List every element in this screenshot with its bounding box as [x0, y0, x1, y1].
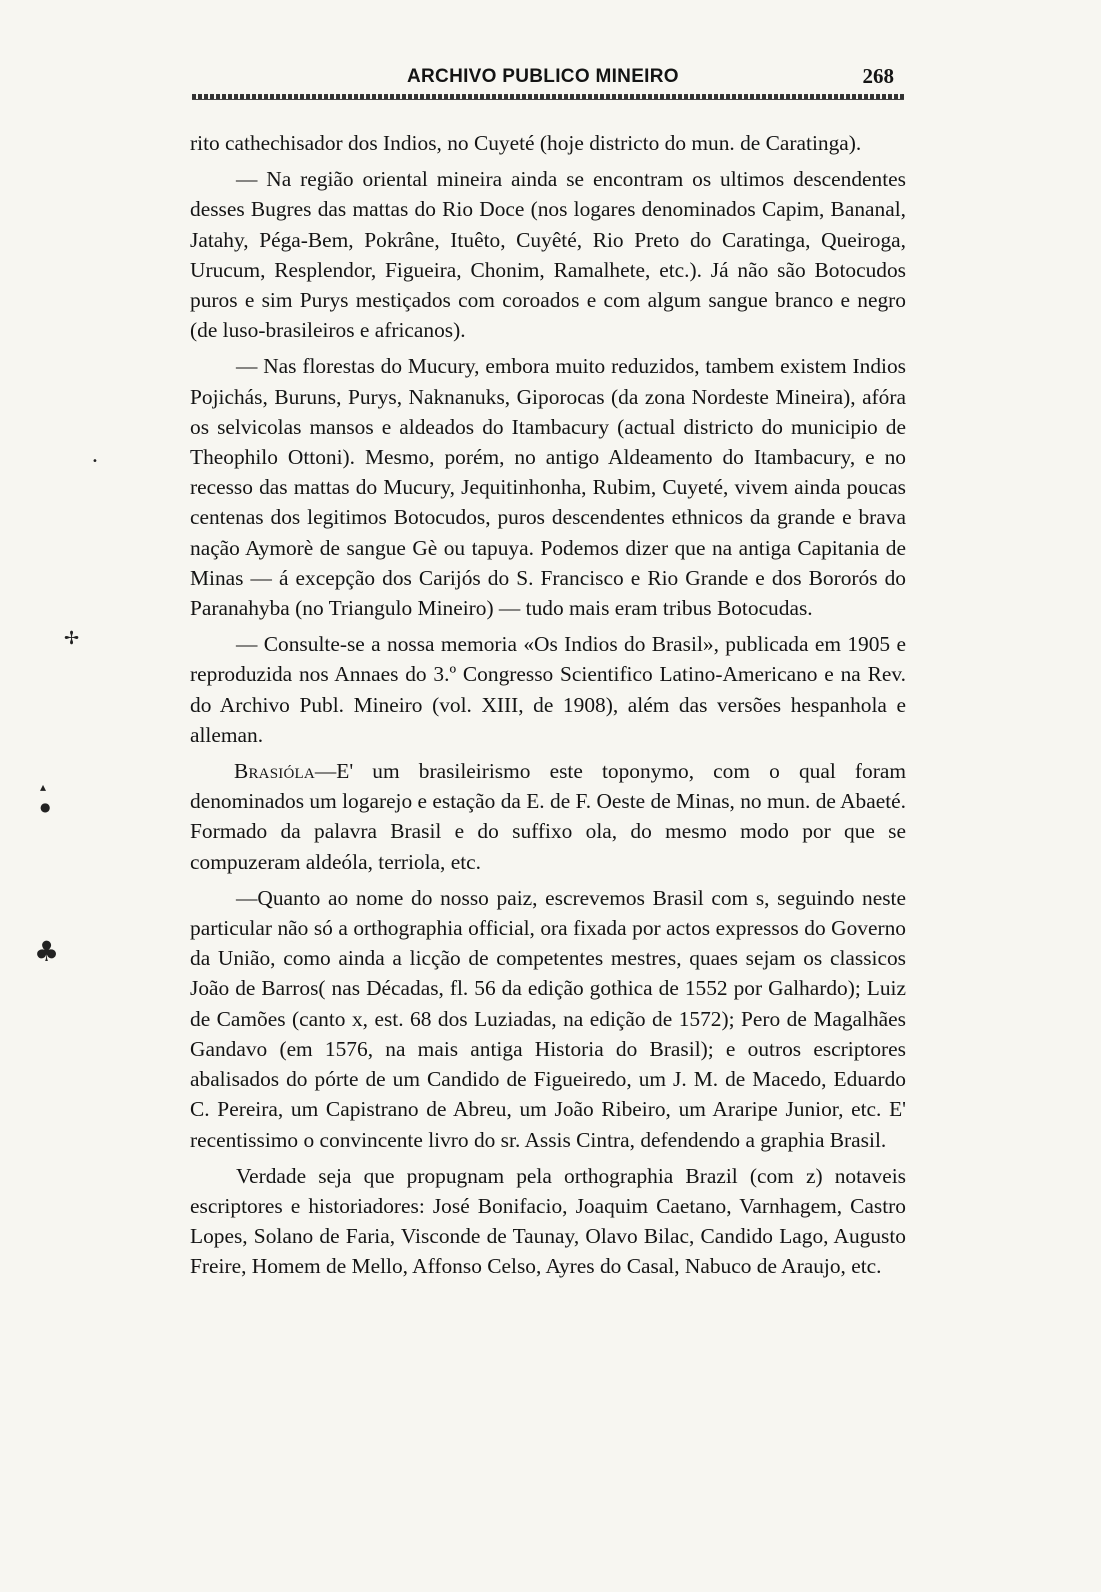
page-number: 268 — [862, 64, 894, 88]
margin-blot-icon: ♣ — [34, 935, 60, 968]
margin-tick-icon: ▴ — [40, 780, 47, 794]
paragraph-4: — Consulte-se a nossa memoria «Os Indios do Brasil», publicada em 1905 e reproduzida nos Annaes do 3.º Congresso Scientifico Latino-Americano e na Rev. do Archivo Publ. Mineiro (vol. XIII, de 1908), além das versões hespanhola e alleman. — [190, 632, 906, 747]
entry-headword: Brasióla — [234, 759, 315, 784]
paragraph-7: Verdade seja que propugnam pela orthographia Brazil (com z) notaveis escriptores e historiadores: José Bonifacio, Joaquim Caetano, Varnhagem, Castro Lopes, Solano de Faria, Visconde de Taunay, Olavo Bilac, Candido Lago, Augusto Freire, Homem de Mello, Affonso Celso, Ayres do Casal, Nabuco de Araujo, etc. — [190, 1163, 906, 1279]
running-title: ARCHIVO PUBLICO MINEIRO — [407, 66, 679, 87]
body-text — [190, 128, 906, 1288]
paragraph-1: rito cathechisador dos Indios, no Cuyeté (hoje districto do mun. de Caratinga). — [190, 131, 862, 155]
paragraph-2: — Na região oriental mineira ainda se encontram os ultimos descendentes desses Bugres das mattas do Rio Doce (nos logares denominados Capim, Bananal, Jatahy, Péga-Bem, Pokrâne, Ituêto, Cuyêté, Rio Preto do Caratinga, Queiroga, Urucum, Resplendor, Figueira, Chonim, Ramalhete, etc.). Já não são Botocudos puros e sim Purys mestiçados com coroados e com algum sangue branco e negro (de luso-brasileiros e africanos). — [190, 167, 906, 343]
page-header — [192, 62, 904, 100]
paragraph-brasiola — [190, 756, 906, 877]
entry-definition: —E' um brasileirismo este toponymo, com o qual foram denominados um logarejo e estação da E. de F. Oeste de Minas, no mun. de Abaeté. Formado da palavra Brasil e do suffixo ola, do mesmo modo por que se compuzeram aldeóla, terriola, etc. — [190, 759, 906, 874]
paragraph-3: — Nas florestas do Mucury, embora muito reduzidos, tambem existem Indios Pojichás, Buruns, Purys, Naknanuks, Giporocas (da zona Nordeste Mineira), afóra os selvicolas mansos e aldeados do Itambacury (actual districto do municipio de Theophilo Ottoni). Mesmo, porém, no antigo Aldeamento do Itambacury, e no recesso das mattas do Mucury, Jequitinhonha, Rubim, Cuyeté, vivem ainda poucas centenas dos legitimos Botocudos, puros descendentes ethnicos da grande e brava nação Aymorè de sangue Gè ou tapuya. Podemos dizer que na antiga Capitania de Minas — á excepção dos Carijós do S. Francisco e Rio Grande e dos Bororós do Paranahyba (no Triangulo Mineiro) — tudo mais eram tribus Botocudas. — [190, 354, 906, 621]
header-rule — [192, 94, 904, 100]
margin-spot-icon: ● — [40, 800, 51, 814]
margin-smudge-icon: ✢ — [64, 628, 80, 649]
margin-dot-icon: • — [92, 456, 98, 467]
paragraph-6: —Quanto ao nome do nosso paiz, escrevemos Brasil com s, seguindo neste particular não só a orthographia official, ora fixada por actos expressos do Governo da União, como ainda a licção de competentes mestres, quaes sejam os classicos João de Barros( nas Décadas, fl. 56 da edição gothica de 1552 por Galhardo); Luiz de Camões (canto x, est. 68 dos Luziadas, na edição de 1572); Pero de Magalhães Gandavo (em 1576, na mais antiga Historia do Brasil); e outros escriptores abalisados do pórte de um Candido de Figueiredo, um J. M. de Macedo, Eduardo C. Pereira, um Capistrano de Abreu, um João Ribeiro, um Araripe Junior, etc. E' recentissimo o convincente livro do sr. Assis Cintra, defendendo a graphia Brasil. — [190, 885, 906, 1152]
